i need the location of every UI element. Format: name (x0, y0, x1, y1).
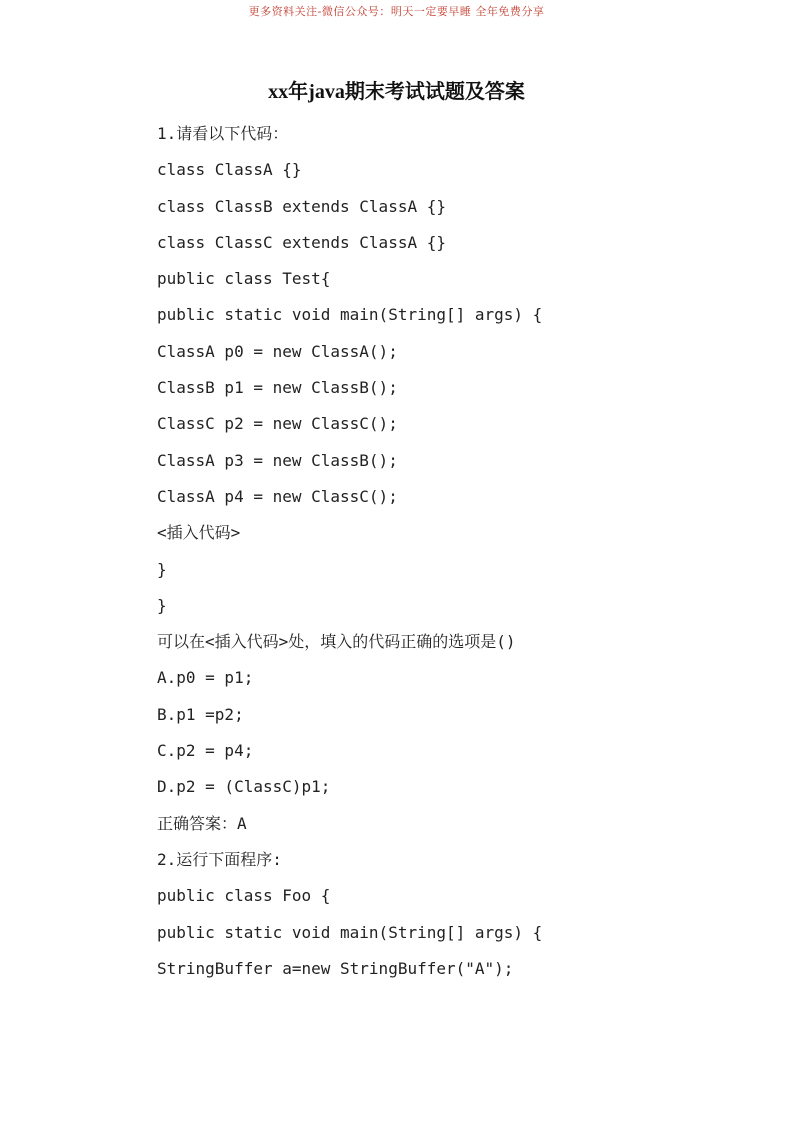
question-2-heading: 2.运行下面程序: (157, 849, 282, 869)
code-line: } (157, 595, 167, 615)
answer-option-b: B.p1 =p2; (157, 704, 244, 724)
code-line: class ClassA {} (157, 160, 302, 180)
code-line: StringBuffer a=new StringBuffer("A"); (157, 958, 514, 978)
document-body (157, 116, 717, 987)
code-line: ClassA p0 = new ClassA(); (157, 341, 398, 361)
question-1-heading: 1.请看以下代码： (157, 124, 289, 143)
answer-option-c: C.p2 = p4; (157, 741, 254, 761)
code-placeholder: <插入代码> (157, 523, 241, 543)
header-banner: 更多资料关注-微信公众号：明天一定要早睡 全年免费分享 (248, 5, 545, 18)
code-line: class ClassB extends ClassA {} (157, 196, 446, 216)
document-title: xx年java期末考试试题及答案 (268, 81, 525, 103)
answer-option-a: A.p0 = p1; (157, 668, 254, 688)
code-line: public class Test{ (157, 269, 331, 289)
code-line: ClassA p4 = new ClassC(); (157, 486, 398, 506)
question-prompt: 可以在<插入代码>处，填入的代码正确的选项是() (157, 632, 516, 652)
code-line: } (157, 559, 167, 579)
code-line: ClassC p2 = new ClassC(); (157, 414, 398, 434)
answer-option-d: D.p2 = (ClassC)p1; (157, 777, 331, 797)
code-line: public class Foo { (157, 886, 331, 906)
code-line: public static void main(String[] args) { (157, 922, 543, 942)
code-line: class ClassC extends ClassA {} (157, 232, 446, 252)
correct-answer: 正确答案：A (157, 813, 247, 833)
code-line: ClassA p3 = new ClassB(); (157, 450, 398, 470)
code-line: public static void main(String[] args) { (157, 305, 543, 325)
code-line: ClassB p1 = new ClassB(); (157, 378, 398, 398)
